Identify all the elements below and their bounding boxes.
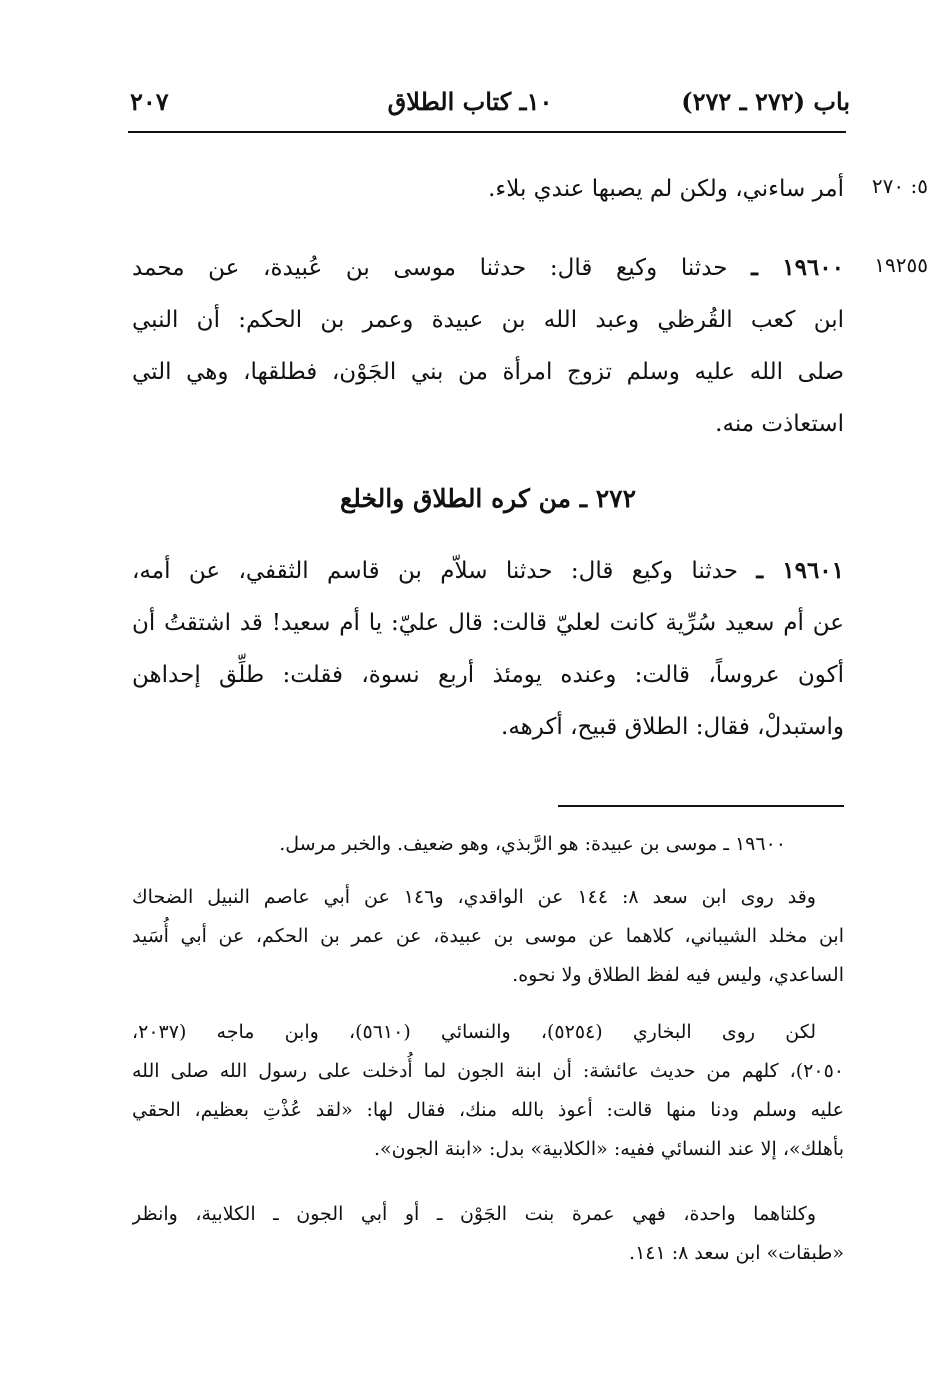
- footnote-line: عليه وسلم ودنا منها قالت: أعوذ بالله منك، فقال لها: «لقد عُذْتِ بعظيم، الحقي: [132, 1099, 844, 1121]
- footnote-line: ١٩٦٠٠ ـ موسى بن عبيدة: هو الرَّبذي، وهو ضعيف. والخبر مرسل.: [279, 833, 786, 855]
- text-line: عن أم سعيد سُرِّية كانت لعليّ قالت: قال عليّ: يا أم سعيد! قد اشتقتُ أن: [132, 610, 844, 636]
- hadith-text: حدثنا وكيع قال: حدثنا سلاّم بن قاسم الثقفي، عن أمه،: [132, 558, 757, 584]
- text-line: أمر ساءني، ولكن لم يصبها عندي بلاء.: [488, 176, 844, 202]
- header-rule: [128, 131, 846, 133]
- section-heading: ٢٧٢ ـ من كره الطلاق والخلع: [339, 484, 637, 513]
- footnote-line: بأهلك»، إلا عند النسائي ففيه: «الكلابية» بدل: «ابنة الجون».: [373, 1138, 844, 1160]
- text-line: أكون عروساً، قالت: وعنده يومئذ أربع نسوة، فقلت: طلِّق إحداهن: [132, 662, 844, 688]
- margin-reference: ١٩٢٥٥: [874, 253, 928, 277]
- footnote-line: ٢٠٥٠)، كلهم من حديث عائشة: أن ابنة الجون لما أُدخلت على رسول الله صلى الله: [132, 1060, 844, 1082]
- continuation-paragraph: [132, 163, 844, 215]
- footnote-line: «طبقات» ابن سعد ٨: ١٤١.: [629, 1242, 844, 1264]
- hadith-number: ١٩٦٠١ ـ: [756, 557, 844, 584]
- footnote-line: وكلتاهما واحدة، فهي عمرة بنت الجَوْن ـ أو أبي الجون ـ الكلابية، وانظر: [132, 1203, 816, 1225]
- page-number: ٢٠٧: [130, 87, 169, 116]
- footnote-line: وقد روى ابن سعد ٨: ١٤٤ عن الواقدي، و١٤٦ عن أبي عاصم النبيل الضحاك: [132, 886, 816, 908]
- hadith-number: ١٩٦٠٠ ـ: [751, 254, 844, 281]
- hadith-text: حدثنا وكيع قال: حدثنا موسى بن عُبيدة، عن محمد: [132, 255, 752, 281]
- footnote: [132, 1013, 844, 1169]
- footnote: [132, 1195, 844, 1273]
- margin-reference: ٥: ٢٧٠: [871, 174, 928, 198]
- running-header-chapter: باب (٢٧٢ ـ ٢٧٢): [681, 87, 850, 116]
- footnote-line: لكن روى البخاري (٥٢٥٤)، والنسائي (٥٦١٠)، وابن ماجه (٢٠٣٧،: [132, 1021, 816, 1043]
- running-header-title: ١٠ـ كتاب الطلاق: [387, 87, 553, 116]
- text-line: صلى الله عليه وسلم تزوج امرأة من بني الجَوْن، فطلقها، وهي التي: [132, 359, 844, 385]
- footnote-rule: [558, 805, 844, 807]
- footnote: [132, 825, 844, 864]
- hadith-19601: [132, 545, 844, 753]
- text-line: [132, 545, 844, 597]
- footnote: [132, 878, 844, 995]
- hadith-19600: [132, 242, 844, 450]
- text-line: واستبدلْ، فقال: الطلاق قبيح، أكرهه.: [501, 714, 844, 740]
- footnote-line: الساعدي، وليس فيه لفظ الطلاق ولا نحوه.: [512, 964, 844, 986]
- text-line: [132, 242, 844, 294]
- text-line: ابن كعب القُرظي وعبد الله بن عبيدة وعمر بن الحكم: أن النبي: [132, 307, 844, 333]
- text-line: استعاذت منه.: [715, 411, 844, 437]
- footnote-line: ابن مخلد الشيباني، كلاهما عن موسى بن عبيدة، عن عمر بن الحكم، عن أبي أُسَيد: [132, 925, 844, 947]
